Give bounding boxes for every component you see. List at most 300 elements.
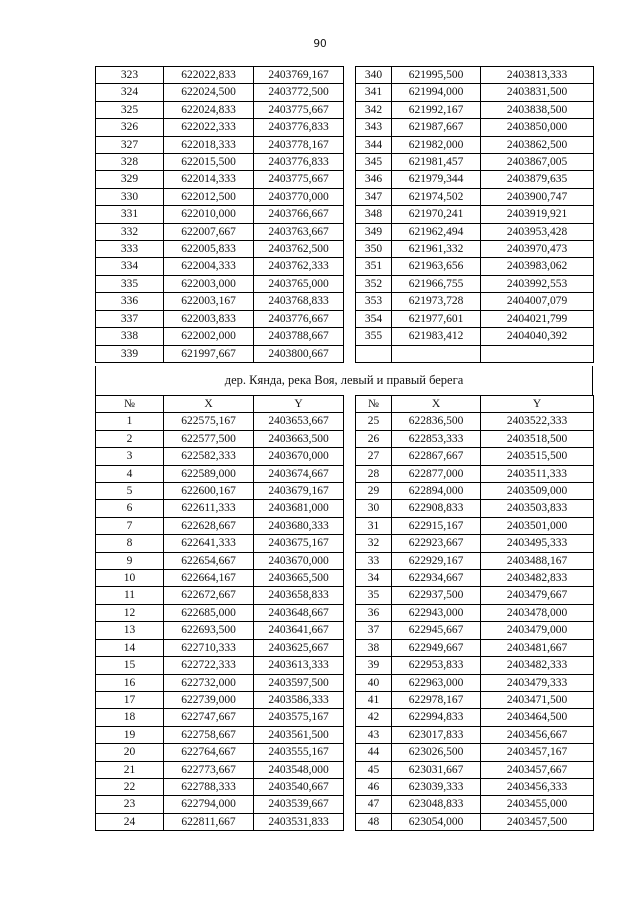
x-coordinate: 621963,656 [392, 258, 481, 275]
x-coordinate: 621974,502 [392, 188, 481, 205]
column-gap [344, 726, 356, 743]
x-coordinate: 622012,500 [164, 188, 254, 205]
point-number: 33 [356, 552, 392, 569]
point-number: 331 [96, 206, 164, 223]
x-coordinate: 622672,667 [164, 587, 254, 604]
point-number: 21 [96, 761, 164, 778]
y-coordinate: 2403456,333 [481, 778, 594, 795]
y-coordinate: 2403770,000 [254, 188, 344, 205]
x-coordinate: 622628,667 [164, 517, 254, 534]
point-number: 40 [356, 674, 392, 691]
x-coordinate: 623048,833 [392, 796, 481, 813]
y-coordinate: 2403511,333 [481, 465, 594, 482]
y-coordinate: 2403679,167 [254, 483, 344, 500]
point-number: 337 [96, 310, 164, 327]
x-coordinate: 622877,000 [392, 465, 481, 482]
x-coordinate: 622022,333 [164, 119, 254, 136]
y-coordinate: 2403575,167 [254, 709, 344, 726]
x-coordinate: 622949,667 [392, 639, 481, 656]
y-coordinate: 2403503,833 [481, 500, 594, 517]
column-gap [344, 413, 356, 430]
x-coordinate: 622915,167 [392, 517, 481, 534]
table-row [96, 223, 594, 240]
column-gap [344, 604, 356, 621]
table-row [96, 275, 594, 292]
point-number: 17 [96, 691, 164, 708]
column-gap [344, 674, 356, 691]
table-row [96, 136, 594, 153]
x-coordinate: 621961,332 [392, 241, 481, 258]
x-coordinate: 621995,500 [392, 67, 481, 84]
point-number [356, 345, 392, 362]
y-coordinate: 2403653,667 [254, 413, 344, 430]
x-coordinate: 622024,500 [164, 84, 254, 101]
table-row [96, 67, 594, 84]
y-coordinate: 2403501,000 [481, 517, 594, 534]
y-coordinate: 2403658,833 [254, 587, 344, 604]
point-number: 18 [96, 709, 164, 726]
point-number: 47 [356, 796, 392, 813]
point-number: 42 [356, 709, 392, 726]
column-gap [344, 67, 356, 84]
point-number: 335 [96, 275, 164, 292]
column-header: Y [481, 396, 594, 413]
y-coordinate: 2403788,667 [254, 328, 344, 345]
column-gap [344, 328, 356, 345]
x-coordinate: 622773,667 [164, 761, 254, 778]
point-number: 9 [96, 552, 164, 569]
column-header: № [96, 396, 164, 413]
column-gap [344, 587, 356, 604]
y-coordinate: 2403776,833 [254, 154, 344, 171]
table-row [96, 709, 594, 726]
column-gap [344, 552, 356, 569]
x-coordinate: 622929,167 [392, 552, 481, 569]
point-number: 45 [356, 761, 392, 778]
point-number: 20 [96, 744, 164, 761]
table-row [96, 101, 594, 118]
x-coordinate: 621992,167 [392, 101, 481, 118]
x-coordinate: 622894,000 [392, 483, 481, 500]
y-coordinate: 2403776,667 [254, 310, 344, 327]
point-number: 338 [96, 328, 164, 345]
x-coordinate: 622811,667 [164, 813, 254, 830]
y-coordinate: 2403670,000 [254, 448, 344, 465]
point-number: 44 [356, 744, 392, 761]
y-coordinate [481, 345, 594, 362]
y-coordinate: 2403518,500 [481, 430, 594, 447]
x-coordinate: 622003,833 [164, 310, 254, 327]
point-number: 342 [356, 101, 392, 118]
y-coordinate: 2403509,000 [481, 483, 594, 500]
y-coordinate: 2403775,667 [254, 171, 344, 188]
x-coordinate: 621994,000 [392, 84, 481, 101]
column-gap [344, 310, 356, 327]
point-number: 46 [356, 778, 392, 795]
x-coordinate: 622978,167 [392, 691, 481, 708]
point-number: 352 [356, 275, 392, 292]
point-number: 34 [356, 570, 392, 587]
point-number: 332 [96, 223, 164, 240]
y-coordinate: 2403665,500 [254, 570, 344, 587]
point-number: 3 [96, 448, 164, 465]
y-coordinate: 2403983,062 [481, 258, 594, 275]
y-coordinate: 2403953,428 [481, 223, 594, 240]
column-gap [344, 657, 356, 674]
point-number: 35 [356, 587, 392, 604]
y-coordinate: 2403762,500 [254, 241, 344, 258]
x-coordinate: 622003,000 [164, 275, 254, 292]
column-gap [344, 101, 356, 118]
column-gap [344, 119, 356, 136]
column-gap [344, 188, 356, 205]
x-coordinate: 623017,833 [392, 726, 481, 743]
column-gap [344, 84, 356, 101]
table-row [96, 413, 594, 430]
y-coordinate: 2403674,667 [254, 465, 344, 482]
table-row [96, 206, 594, 223]
point-number: 14 [96, 639, 164, 656]
x-coordinate: 622685,000 [164, 604, 254, 621]
y-coordinate: 2403555,167 [254, 744, 344, 761]
table-row [96, 154, 594, 171]
x-coordinate: 622022,833 [164, 67, 254, 84]
column-gap [344, 500, 356, 517]
point-number: 348 [356, 206, 392, 223]
x-coordinate: 621982,000 [392, 136, 481, 153]
point-number: 25 [356, 413, 392, 430]
y-coordinate: 2403879,635 [481, 171, 594, 188]
y-coordinate: 2403670,000 [254, 552, 344, 569]
x-coordinate: 622923,667 [392, 535, 481, 552]
column-gap [344, 258, 356, 275]
table-row [96, 744, 594, 761]
y-coordinate: 2403681,000 [254, 500, 344, 517]
x-coordinate: 622764,667 [164, 744, 254, 761]
point-number: 32 [356, 535, 392, 552]
point-number: 1 [96, 413, 164, 430]
x-coordinate [392, 345, 481, 362]
point-number: 48 [356, 813, 392, 830]
column-gap [344, 396, 356, 413]
x-coordinate: 622004,333 [164, 258, 254, 275]
point-number: 328 [96, 154, 164, 171]
point-number: 343 [356, 119, 392, 136]
table-row [96, 517, 594, 534]
x-coordinate: 622853,333 [392, 430, 481, 447]
y-coordinate: 2403648,667 [254, 604, 344, 621]
point-number: 341 [356, 84, 392, 101]
point-number: 324 [96, 84, 164, 101]
y-coordinate: 2403479,000 [481, 622, 594, 639]
column-gap [344, 778, 356, 795]
y-coordinate: 2403838,500 [481, 101, 594, 118]
point-number: 24 [96, 813, 164, 830]
point-number: 6 [96, 500, 164, 517]
y-coordinate: 2403471,500 [481, 691, 594, 708]
point-number: 330 [96, 188, 164, 205]
table-row [96, 778, 594, 795]
y-coordinate: 2403456,667 [481, 726, 594, 743]
column-gap [344, 744, 356, 761]
table-row [96, 500, 594, 517]
table-row [96, 691, 594, 708]
point-number: 36 [356, 604, 392, 621]
table-row [96, 761, 594, 778]
y-coordinate: 2403515,500 [481, 448, 594, 465]
y-coordinate: 2403768,833 [254, 293, 344, 310]
point-number: 5 [96, 483, 164, 500]
x-coordinate: 622867,667 [392, 448, 481, 465]
point-number: 351 [356, 258, 392, 275]
point-number: 349 [356, 223, 392, 240]
y-coordinate: 2403765,000 [254, 275, 344, 292]
y-coordinate: 2404007,079 [481, 293, 594, 310]
x-coordinate: 622722,333 [164, 657, 254, 674]
column-gap [344, 570, 356, 587]
x-coordinate: 622611,333 [164, 500, 254, 517]
y-coordinate: 2403766,667 [254, 206, 344, 223]
point-number: 31 [356, 517, 392, 534]
table-row [96, 674, 594, 691]
table-row [96, 726, 594, 743]
x-coordinate: 622002,000 [164, 328, 254, 345]
point-number: 19 [96, 726, 164, 743]
y-coordinate: 2403831,500 [481, 84, 594, 101]
x-coordinate: 622747,667 [164, 709, 254, 726]
point-number: 325 [96, 101, 164, 118]
page-number: 90 [313, 38, 327, 50]
column-header: X [164, 396, 254, 413]
y-coordinate: 2403597,500 [254, 674, 344, 691]
column-gap [344, 691, 356, 708]
y-coordinate: 2403862,500 [481, 136, 594, 153]
x-coordinate: 622577,500 [164, 430, 254, 447]
x-coordinate: 622654,667 [164, 552, 254, 569]
coordinates-table-top [95, 66, 594, 363]
y-coordinate: 2403488,167 [481, 552, 594, 569]
table-row [96, 604, 594, 621]
y-coordinate: 2403776,833 [254, 119, 344, 136]
point-number: 29 [356, 483, 392, 500]
column-gap [344, 275, 356, 292]
x-coordinate: 622014,333 [164, 171, 254, 188]
x-coordinate: 622963,000 [392, 674, 481, 691]
x-coordinate: 622908,833 [392, 500, 481, 517]
y-coordinate: 2403561,500 [254, 726, 344, 743]
point-number: 8 [96, 535, 164, 552]
point-number: 345 [356, 154, 392, 171]
x-coordinate: 623039,333 [392, 778, 481, 795]
x-coordinate: 622937,500 [392, 587, 481, 604]
table-row [96, 622, 594, 639]
column-gap [344, 622, 356, 639]
point-number: 346 [356, 171, 392, 188]
y-coordinate: 2403479,333 [481, 674, 594, 691]
x-coordinate: 622945,667 [392, 622, 481, 639]
y-coordinate: 2403539,667 [254, 796, 344, 813]
y-coordinate: 2403775,667 [254, 101, 344, 118]
x-coordinate: 622600,167 [164, 483, 254, 500]
section-title: дер. Кянда, река Воя, левый и правый берега [95, 366, 593, 395]
y-coordinate: 2403772,500 [254, 84, 344, 101]
x-coordinate: 622003,167 [164, 293, 254, 310]
y-coordinate: 2403495,333 [481, 535, 594, 552]
x-coordinate: 622710,333 [164, 639, 254, 656]
y-coordinate: 2403613,333 [254, 657, 344, 674]
y-coordinate: 2403769,167 [254, 67, 344, 84]
point-number: 27 [356, 448, 392, 465]
table-row [96, 310, 594, 327]
y-coordinate: 2403900,747 [481, 188, 594, 205]
y-coordinate: 2404040,392 [481, 328, 594, 345]
y-coordinate: 2403455,000 [481, 796, 594, 813]
y-coordinate: 2403457,500 [481, 813, 594, 830]
x-coordinate: 622836,500 [392, 413, 481, 430]
y-coordinate: 2403457,167 [481, 744, 594, 761]
point-number: 7 [96, 517, 164, 534]
x-coordinate: 622953,833 [392, 657, 481, 674]
point-number: 2 [96, 430, 164, 447]
point-number: 355 [356, 328, 392, 345]
column-gap [344, 639, 356, 656]
x-coordinate: 622994,833 [392, 709, 481, 726]
column-gap [344, 293, 356, 310]
x-coordinate: 621966,755 [392, 275, 481, 292]
column-gap [344, 430, 356, 447]
table-row [96, 328, 594, 345]
table-row [96, 430, 594, 447]
y-coordinate: 2403548,000 [254, 761, 344, 778]
column-gap [344, 813, 356, 830]
column-gap [344, 517, 356, 534]
column-gap [344, 136, 356, 153]
point-number: 15 [96, 657, 164, 674]
point-number: 339 [96, 345, 164, 362]
point-number: 329 [96, 171, 164, 188]
column-header: X [392, 396, 481, 413]
x-coordinate: 621977,601 [392, 310, 481, 327]
y-coordinate: 2403675,167 [254, 535, 344, 552]
y-coordinate: 2404021,799 [481, 310, 594, 327]
y-coordinate: 2403481,667 [481, 639, 594, 656]
table-row [96, 119, 594, 136]
table-row [96, 813, 594, 830]
table-row [96, 552, 594, 569]
point-number: 30 [356, 500, 392, 517]
column-gap [344, 709, 356, 726]
x-coordinate: 622589,000 [164, 465, 254, 482]
point-number: 11 [96, 587, 164, 604]
point-number: 41 [356, 691, 392, 708]
table-row [96, 535, 594, 552]
point-number: 326 [96, 119, 164, 136]
y-coordinate: 2403457,667 [481, 761, 594, 778]
point-number: 10 [96, 570, 164, 587]
point-number: 323 [96, 67, 164, 84]
point-number: 26 [356, 430, 392, 447]
point-number: 327 [96, 136, 164, 153]
x-coordinate: 622664,167 [164, 570, 254, 587]
table-row [96, 448, 594, 465]
header-row [96, 396, 594, 413]
point-number: 28 [356, 465, 392, 482]
x-coordinate: 622732,000 [164, 674, 254, 691]
table-row [96, 293, 594, 310]
y-coordinate: 2403778,167 [254, 136, 344, 153]
x-coordinate: 621987,667 [392, 119, 481, 136]
y-coordinate: 2403479,667 [481, 587, 594, 604]
x-coordinate: 623031,667 [392, 761, 481, 778]
x-coordinate: 622582,333 [164, 448, 254, 465]
x-coordinate: 621979,344 [392, 171, 481, 188]
column-gap [344, 206, 356, 223]
y-coordinate: 2403680,333 [254, 517, 344, 534]
y-coordinate: 2403464,500 [481, 709, 594, 726]
y-coordinate: 2403762,333 [254, 258, 344, 275]
point-number: 344 [356, 136, 392, 153]
y-coordinate: 2403522,333 [481, 413, 594, 430]
table-row [96, 258, 594, 275]
column-gap [344, 171, 356, 188]
table-row [96, 796, 594, 813]
point-number: 12 [96, 604, 164, 621]
point-number: 333 [96, 241, 164, 258]
column-gap [344, 796, 356, 813]
table-row [96, 639, 594, 656]
y-coordinate: 2403800,667 [254, 345, 344, 362]
y-coordinate: 2403625,667 [254, 639, 344, 656]
column-gap [344, 241, 356, 258]
table-row [96, 570, 594, 587]
table-row [96, 483, 594, 500]
x-coordinate: 622005,833 [164, 241, 254, 258]
coordinates-table-bottom [95, 395, 594, 831]
y-coordinate: 2403540,667 [254, 778, 344, 795]
y-coordinate: 2403663,500 [254, 430, 344, 447]
column-header: Y [254, 396, 344, 413]
y-coordinate: 2403641,667 [254, 622, 344, 639]
x-coordinate: 622934,667 [392, 570, 481, 587]
table-row [96, 657, 594, 674]
x-coordinate: 622007,667 [164, 223, 254, 240]
x-coordinate: 621981,457 [392, 154, 481, 171]
point-number: 37 [356, 622, 392, 639]
point-number: 353 [356, 293, 392, 310]
column-gap [344, 465, 356, 482]
x-coordinate: 622641,333 [164, 535, 254, 552]
x-coordinate: 622758,667 [164, 726, 254, 743]
x-coordinate: 623026,500 [392, 744, 481, 761]
point-number: 43 [356, 726, 392, 743]
y-coordinate: 2403867,005 [481, 154, 594, 171]
y-coordinate: 2403478,000 [481, 604, 594, 621]
x-coordinate: 621997,667 [164, 345, 254, 362]
point-number: 334 [96, 258, 164, 275]
point-number: 39 [356, 657, 392, 674]
x-coordinate: 621970,241 [392, 206, 481, 223]
y-coordinate: 2403850,000 [481, 119, 594, 136]
x-coordinate: 622739,000 [164, 691, 254, 708]
y-coordinate: 2403813,333 [481, 67, 594, 84]
column-gap [344, 345, 356, 362]
x-coordinate: 623054,000 [392, 813, 481, 830]
table-row [96, 84, 594, 101]
point-number: 340 [356, 67, 392, 84]
point-number: 13 [96, 622, 164, 639]
x-coordinate: 621983,412 [392, 328, 481, 345]
table-row [96, 465, 594, 482]
